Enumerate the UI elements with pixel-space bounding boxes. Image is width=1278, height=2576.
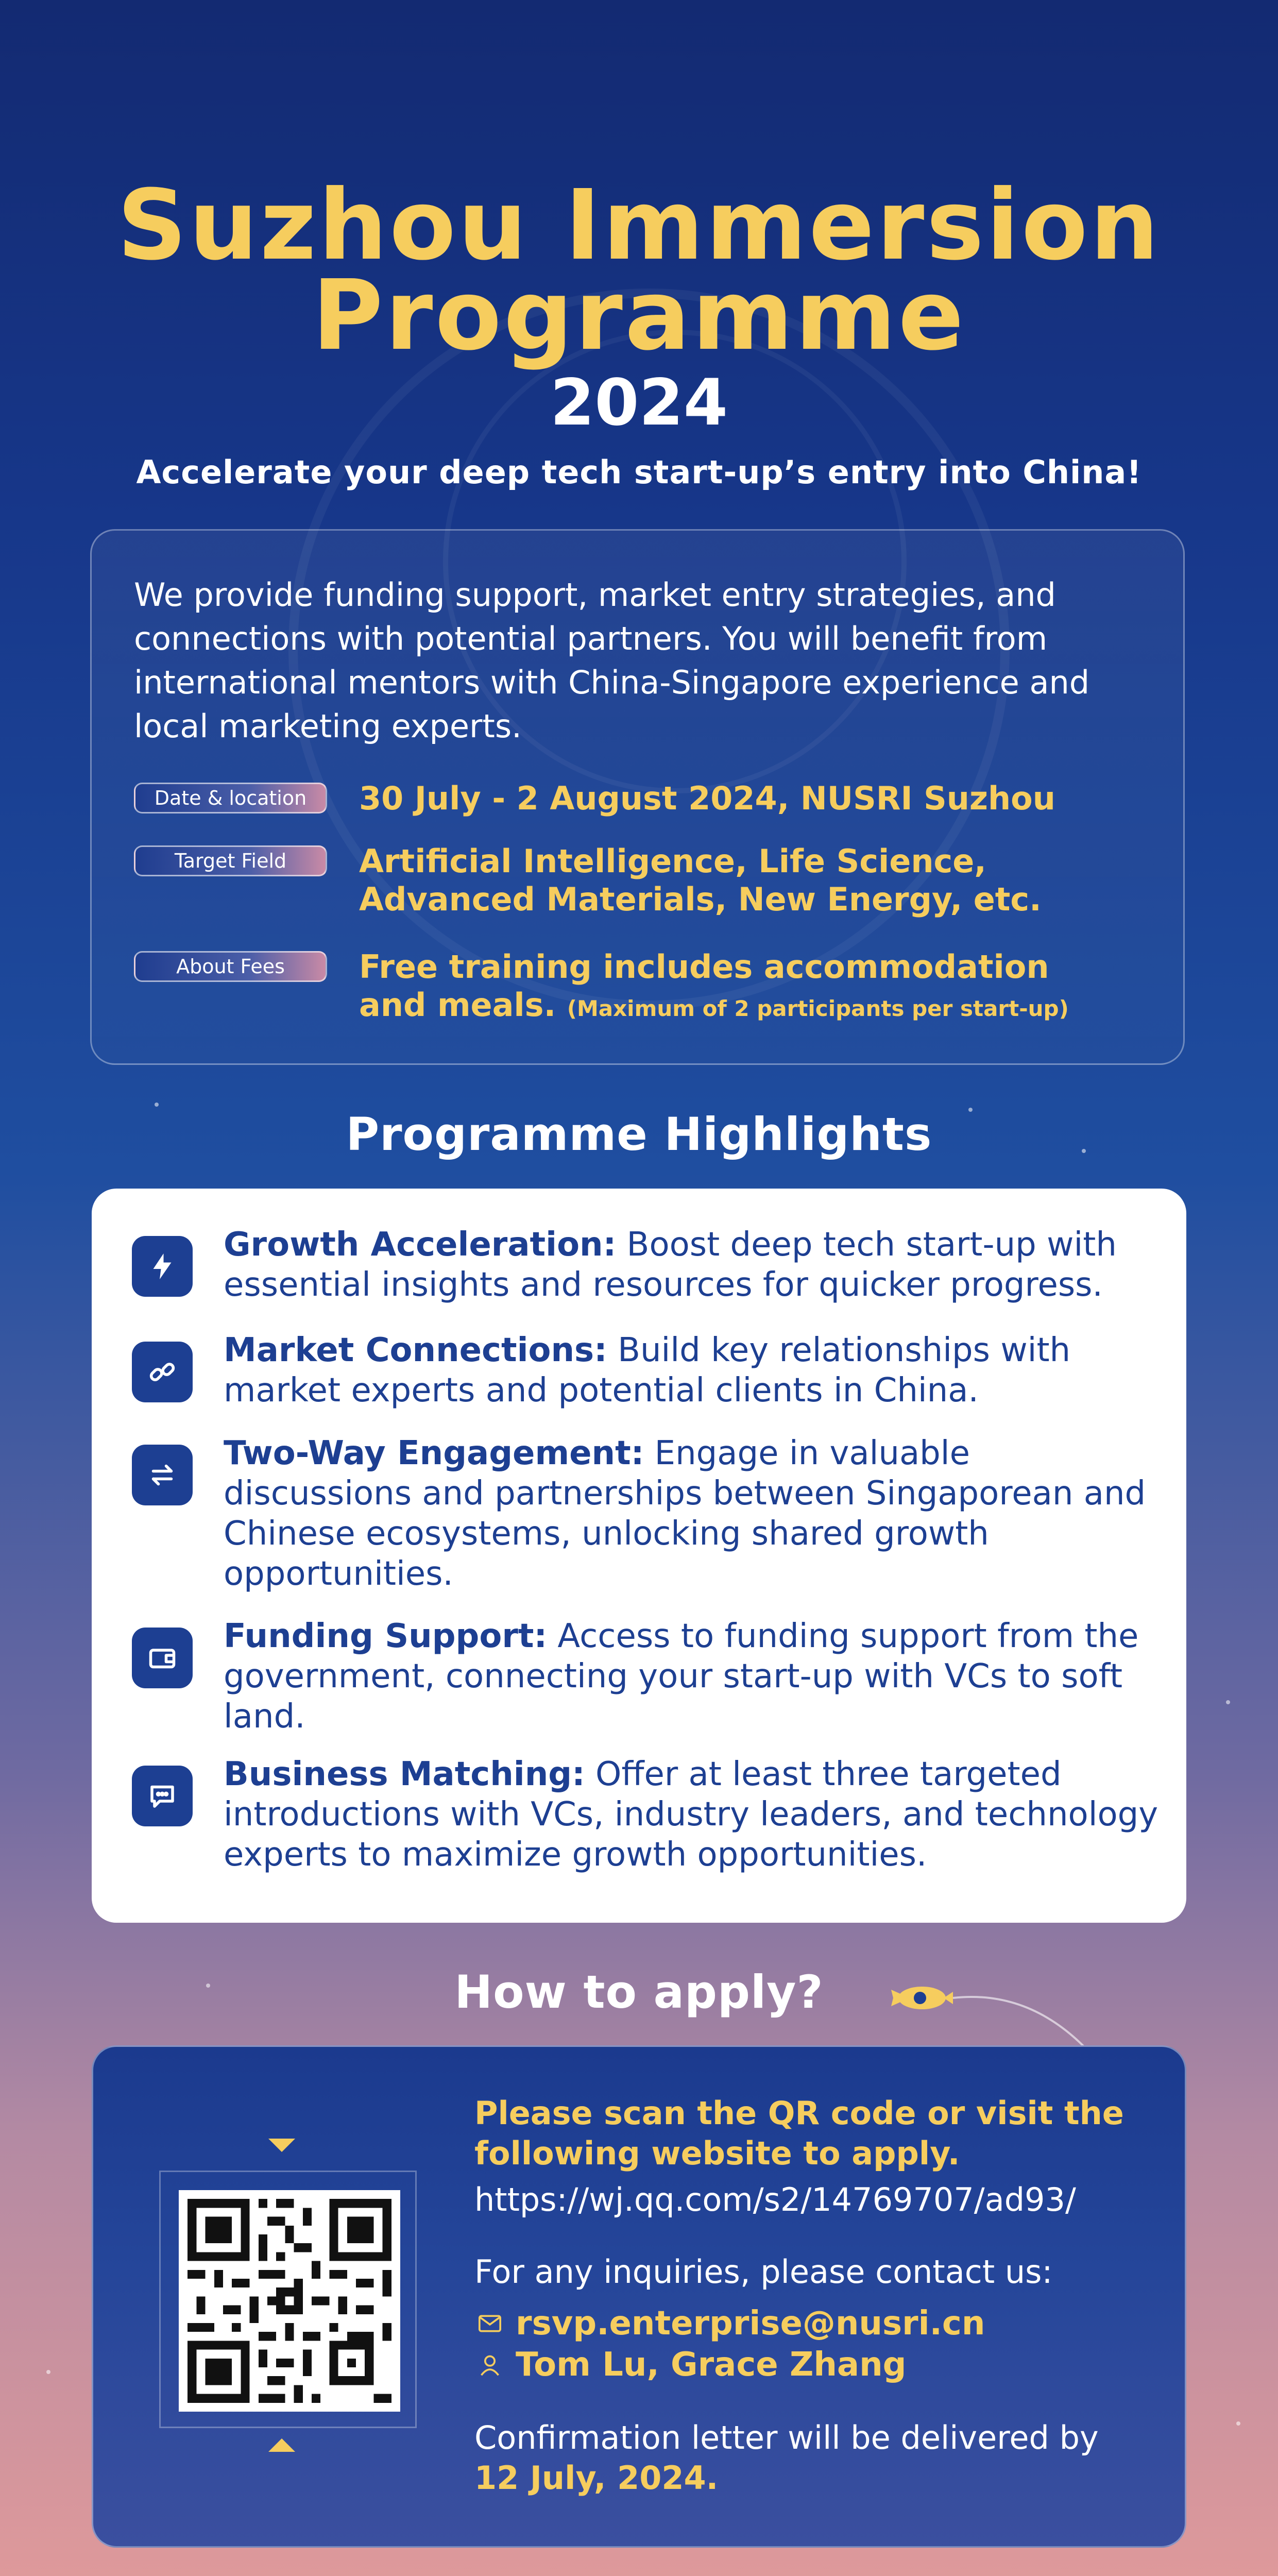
arrow-down-icon	[268, 2139, 295, 2152]
qr-code[interactable]	[179, 2190, 400, 2412]
highlight-desc: Build key relationships with market experts and potential clients in China.	[224, 1331, 1071, 1410]
link-icon	[132, 1342, 193, 1402]
exchange-arrows-icon	[132, 1445, 193, 1505]
person-icon	[474, 2353, 505, 2376]
highlight-title: Market Connections:	[224, 1331, 607, 1369]
highlight-title: Funding Support:	[224, 1617, 548, 1655]
page-title-line1: Suzhou Immersion	[117, 169, 1161, 282]
highlight-item	[132, 1225, 1166, 1305]
fees-label: About Fees	[134, 951, 327, 982]
target-field-line2: Advanced Materials, New Energy, etc.	[359, 880, 1042, 918]
lightning-icon	[132, 1236, 193, 1297]
target-field-row	[134, 842, 1042, 919]
date-location-label: Date & location	[134, 783, 327, 814]
highlights-title: Programme Highlights	[346, 1108, 932, 1161]
target-field-label: Target Field	[134, 845, 327, 876]
target-field-value	[359, 842, 1042, 919]
highlight-title: Growth Acceleration:	[224, 1226, 617, 1264]
highlight-item	[132, 1330, 1166, 1411]
highlight-desc: Access to funding support from the government, connecting your start-up with VCs to soft land.	[224, 1617, 1139, 1736]
highlight-text	[224, 1616, 1166, 1737]
date-location-row	[134, 779, 1055, 818]
wallet-icon	[132, 1628, 193, 1688]
fees-line1: Free training includes accommodation	[359, 948, 1049, 986]
highlight-title: Business Matching:	[224, 1755, 585, 1793]
target-field-line1: Artificial Intelligence, Life Science,	[359, 842, 986, 880]
mail-icon	[474, 2314, 505, 2333]
email-line	[474, 2304, 1160, 2343]
highlight-item	[132, 1616, 1166, 1737]
info-card	[90, 529, 1185, 1065]
tagline: Accelerate your deep tech start-up’s entry into China!	[136, 453, 1142, 491]
confirmation-date: 12 July, 2024.	[474, 2459, 719, 2497]
highlight-desc: Boost deep tech start-up with essential insights and resources for quicker progress.	[224, 1226, 1117, 1304]
highlight-item	[132, 1754, 1166, 1875]
fees-value	[359, 948, 1069, 1028]
contact-email-link[interactable]: rsvp.enterprise@nusri.cn	[516, 2304, 985, 2343]
apply-card	[92, 2045, 1186, 2548]
highlight-desc: Offer at least three targeted introductions with VCs, industry leaders, and technology experts to maximize growth opportunities.	[224, 1755, 1158, 1874]
apply-instruction: Please scan the QR code or visit the following website to apply.	[474, 2094, 1124, 2172]
confirmation-note	[474, 2418, 1160, 2498]
fees-row	[134, 948, 1069, 1028]
fees-line2-text: and meals.	[359, 986, 556, 1024]
intro-text: We provide funding support, market entry strategies, and connections with potential partners. You will benefit from international mentors with China-Singapore experience and local marketing experts.	[134, 576, 1090, 745]
date-location-value: 30 July - 2 August 2024, NUSRI Suzhou	[359, 779, 1055, 817]
fees-line2	[359, 986, 1069, 1028]
apply-title: How to apply?	[454, 1965, 824, 2019]
arrow-up-icon	[268, 2438, 295, 2452]
highlight-text	[224, 1225, 1166, 1305]
contact-names: Tom Lu, Grace Zhang	[516, 2346, 907, 2384]
highlight-text	[224, 1433, 1166, 1594]
highlights-card	[92, 1189, 1186, 1923]
highlight-item	[132, 1433, 1166, 1594]
chat-bubble-icon	[132, 1766, 193, 1826]
highlight-text	[224, 1330, 1166, 1411]
contacts-line	[474, 2346, 1160, 2384]
apply-url-link[interactable]: https://wj.qq.com/s2/14769707/ad93/	[474, 2181, 1076, 2218]
highlight-title: Two-Way Engagement:	[224, 1434, 644, 1472]
qr-frame	[159, 2171, 417, 2428]
confirmation-text: Confirmation letter will be delivered by	[474, 2419, 1099, 2456]
highlight-text	[224, 1754, 1166, 1875]
page-title-line2: Programme	[312, 259, 966, 372]
contact-intro: For any inquiries, please contact us:	[474, 2253, 1053, 2291]
highlight-desc: Engage in valuable discussions and partnerships between Singaporean and Chinese ecosystems, unlocking shared growth opportunities.	[224, 1434, 1146, 1593]
fees-note: (Maximum of 2 participants per start-up)	[567, 996, 1069, 1021]
page-year: 2024	[550, 366, 728, 440]
